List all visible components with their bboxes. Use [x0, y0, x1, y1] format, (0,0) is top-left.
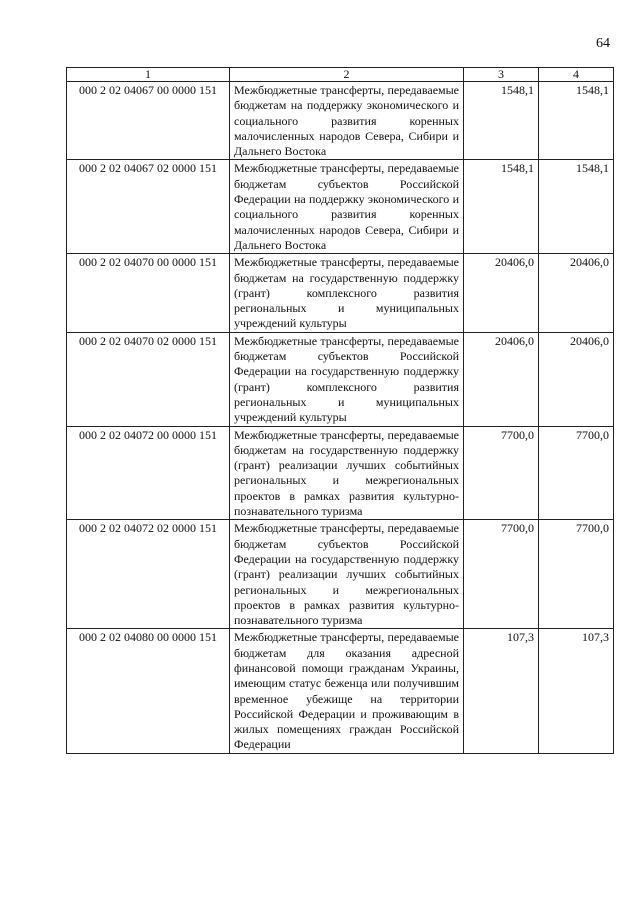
value-col3: 20406,0	[464, 332, 539, 426]
row-description: Межбюджетные трансферты, передаваемые бюджетам на государственную поддержку (грант) реализации лучших событийных региональных и межрегиональных проектов в рамках развития культурно-познавательного туризма	[230, 426, 464, 520]
value-col3: 1548,1	[464, 82, 539, 160]
table-row	[67, 332, 614, 426]
row-description: Межбюджетные трансферты, передаваемые бюджетам субъектов Российской Федерации на государственную поддержку (грант) комплексного развития региональных и муниципальных учреждений культуры	[230, 332, 464, 426]
column-header-2: 2	[230, 68, 464, 82]
value-col4: 1548,1	[539, 82, 614, 160]
table-row	[67, 254, 614, 332]
value-col3: 20406,0	[464, 254, 539, 332]
value-col4: 20406,0	[539, 254, 614, 332]
table-row	[67, 160, 614, 254]
budget-code: 000 2 02 04080 00 0000 151	[67, 629, 230, 753]
row-description: Межбюджетные трансферты, передаваемые бюджетам субъектов Российской Федерации на государственную поддержку (грант) реализации лучших событийных региональных и межрегиональных проектов в рамках развития культурно-познавательного туризма	[230, 520, 464, 629]
budget-code: 000 2 02 04067 00 0000 151	[67, 82, 230, 160]
budget-code: 000 2 02 04067 02 0000 151	[67, 160, 230, 254]
value-col4: 7700,0	[539, 426, 614, 520]
row-description: Межбюджетные трансферты, передаваемые бюджетам для оказания адресной финансовой помощи гражданам Украины, имеющим статус беженца или получившим временное убежище на территории Российской Федерации и проживающим в жилых помещениях граждан Российской Федерации	[230, 629, 464, 753]
table-row	[67, 629, 614, 753]
budget-code: 000 2 02 04070 02 0000 151	[67, 332, 230, 426]
table-row	[67, 82, 614, 160]
row-description: Межбюджетные трансферты, передаваемые бюджетам на государственную поддержку (грант) комплексного развития региональных и муниципальных учреждений культуры	[230, 254, 464, 332]
value-col4: 107,3	[539, 629, 614, 753]
value-col4: 7700,0	[539, 520, 614, 629]
value-col4: 20406,0	[539, 332, 614, 426]
row-description: Межбюджетные трансферты, передаваемые бюджетам на поддержку экономического и социального развития коренных малочисленных народов Севера, Сибири и Дальнего Востока	[230, 82, 464, 160]
row-description: Межбюджетные трансферты, передаваемые бюджетам субъектов Российской Федерации на поддержку экономического и социального развития коренных малочисленных народов Севера, Сибири и Дальнего Востока	[230, 160, 464, 254]
table-row	[67, 520, 614, 629]
table-header-row	[67, 68, 614, 82]
value-col3: 1548,1	[464, 160, 539, 254]
column-header-1: 1	[67, 68, 230, 82]
value-col4: 1548,1	[539, 160, 614, 254]
table-row	[67, 426, 614, 520]
budget-code: 000 2 02 04072 00 0000 151	[67, 426, 230, 520]
budget-code: 000 2 02 04070 00 0000 151	[67, 254, 230, 332]
column-header-3: 3	[464, 68, 539, 82]
budget-code: 000 2 02 04072 02 0000 151	[67, 520, 230, 629]
page-number: 64	[596, 36, 610, 51]
column-header-4: 4	[539, 68, 614, 82]
value-col3: 7700,0	[464, 520, 539, 629]
budget-table	[66, 67, 614, 754]
value-col3: 7700,0	[464, 426, 539, 520]
value-col3: 107,3	[464, 629, 539, 753]
